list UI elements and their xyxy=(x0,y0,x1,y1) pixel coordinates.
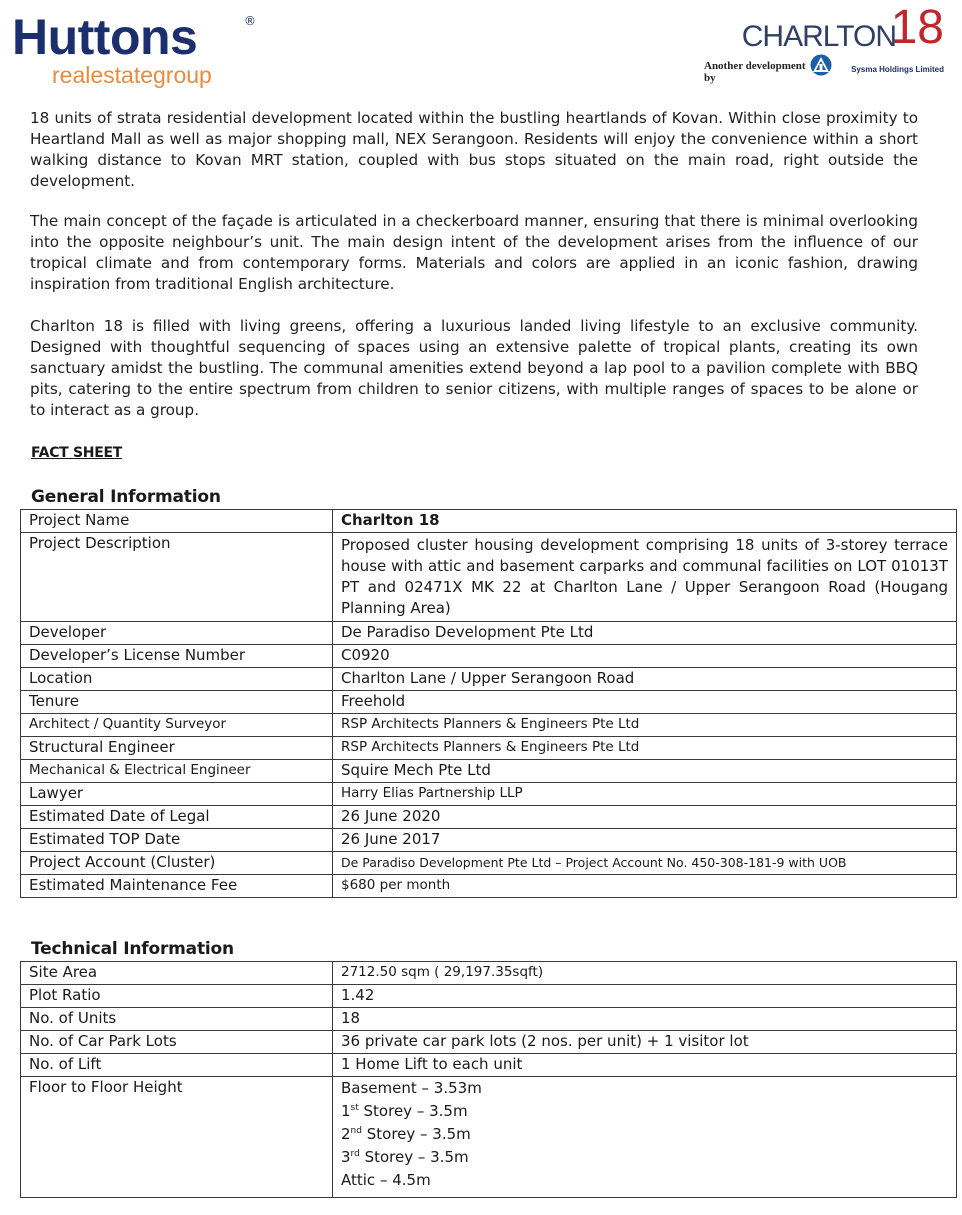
table-row xyxy=(21,760,957,783)
row-label: Developer’s License Number xyxy=(21,645,333,668)
row-value: RSP Architects Planners & Engineers Pte Ltd xyxy=(333,737,957,760)
row-label: Developer xyxy=(21,622,333,645)
table-row xyxy=(21,533,957,622)
storey-height: Storey – 3.5m xyxy=(358,1102,468,1120)
charlton18-logo xyxy=(704,1,944,84)
row-value: 36 private car park lots (2 nos. per unit) + 1 visitor lot xyxy=(333,1031,957,1054)
table-row xyxy=(21,962,957,985)
row-value: 26 June 2020 xyxy=(333,806,957,829)
row-label: No. of Lift xyxy=(21,1054,333,1077)
intro-paragraph-2: The main concept of the façade is articulated in a checkerboard manner, ensuring that there is minimal overlooking into the opposite neighbour’s unit. The main design intent of the development arises from the influence of our tropical climate and from contemporary forms. Materials and colors are applied in an iconic fashion, drawing inspiration from traditional English architecture. xyxy=(30,212,918,293)
row-label: Project Description xyxy=(21,533,333,622)
table-row xyxy=(21,622,957,645)
row-label: Mechanical & Electrical Engineer xyxy=(21,760,333,783)
floor-basement: Basement – 3.53m xyxy=(341,1079,482,1097)
table-row xyxy=(21,737,957,760)
charlton-logo-number: 18 xyxy=(890,1,944,54)
storey-height: Storey – 3.5m xyxy=(361,1125,471,1143)
ordinal-suffix: st xyxy=(350,1103,359,1113)
row-label: Tenure xyxy=(21,691,333,714)
row-label: Site Area xyxy=(21,962,333,985)
row-value: Freehold xyxy=(333,691,957,714)
huttons-logo-wordmark: Huttons xyxy=(12,9,198,65)
row-label: Estimated Maintenance Fee xyxy=(21,875,333,898)
table-row xyxy=(21,806,957,829)
row-label: Location xyxy=(21,668,333,691)
row-label: No. of Car Park Lots xyxy=(21,1031,333,1054)
ordinal-suffix: nd xyxy=(350,1126,362,1136)
row-value: 26 June 2017 xyxy=(333,829,957,852)
storey-number: 1 xyxy=(341,1102,351,1120)
storey-height: Storey – 3.5m xyxy=(359,1148,469,1166)
table-row xyxy=(21,852,957,875)
row-value: 18 xyxy=(333,1008,957,1031)
row-label: Architect / Quantity Surveyor xyxy=(21,714,333,737)
table-row xyxy=(21,985,957,1008)
general-info-heading: General Information xyxy=(31,487,221,507)
fact-sheet-heading: FACT SHEET xyxy=(31,445,122,461)
ordinal-suffix: rd xyxy=(350,1149,360,1159)
sysma-triangle-icon xyxy=(810,54,832,76)
row-label: Plot Ratio xyxy=(21,985,333,1008)
huttons-logo-subtitle: realestategroup xyxy=(52,62,212,88)
intro-paragraph-1: 18 units of strata residential development located within the bustling heartlands of Kovan. Within close proximity to Heartland Mall as well as major shopping mall, NEX Serangoon. Residents will enjoy the convenience within a short walking distance to Kovan MRT station, coupled with bus stops situated on the main road, right outside the development. xyxy=(30,109,918,190)
row-value: 2712.50 sqm ( 29,197.35sqft) xyxy=(333,962,957,985)
table-row xyxy=(21,1031,957,1054)
storey-number: 3 xyxy=(341,1148,351,1166)
row-value: 1 Home Lift to each unit xyxy=(333,1054,957,1077)
table-row xyxy=(21,714,957,737)
row-label: Estimated Date of Legal xyxy=(21,806,333,829)
row-value: C0920 xyxy=(333,645,957,668)
table-row xyxy=(21,1077,957,1198)
table-row xyxy=(21,1008,957,1031)
floor-storey-3 xyxy=(341,1146,948,1169)
row-value: $680 per month xyxy=(333,875,957,898)
page-header xyxy=(0,0,962,95)
table-row xyxy=(21,875,957,898)
table-row xyxy=(21,1054,957,1077)
row-value: De Paradiso Development Pte Ltd xyxy=(333,622,957,645)
row-value: Proposed cluster housing development comprising 18 units of 3-storey terrace house with attic and basement carparks and communal facilities on LOT 01013T PT and 02471X MK 22 at Charlton Lane / Upper Serangoon Road (Hougang Planning Area) xyxy=(333,533,957,622)
table-row xyxy=(21,510,957,533)
developer-name: Sysma Holdings Limited xyxy=(851,65,944,74)
row-label: Floor to Floor Height xyxy=(21,1077,333,1198)
table-row xyxy=(21,829,957,852)
row-value: Squire Mech Pte Ltd xyxy=(333,760,957,783)
floor-attic: Attic – 4.5m xyxy=(341,1171,431,1189)
floor-storey-1 xyxy=(341,1100,948,1123)
intro-paragraph-3: Charlton 18 is filled with living greens, offering a luxurious landed living lifestyle to an exclusive community. Designed with thoughtful sequencing of spaces using an extensive palette of tropical plants, creating its own sanctuary amidst the bustling. The communal amenities extend beyond a lap pool to a pavilion complete with BBQ pits, catering to the entire spectrum from children to senior citizens, with multiple ranges of spaces to be alone or to interact as a group. xyxy=(30,317,918,419)
technical-info-heading: Technical Information xyxy=(31,939,234,959)
row-label: Project Name xyxy=(21,510,333,533)
storey-number: 2 xyxy=(341,1125,351,1143)
row-label: Structural Engineer xyxy=(21,737,333,760)
table-row xyxy=(21,645,957,668)
row-label: Estimated TOP Date xyxy=(21,829,333,852)
row-label: No. of Units xyxy=(21,1008,333,1031)
floor-storey-2 xyxy=(341,1123,948,1146)
registered-mark: ® xyxy=(244,14,256,28)
row-value: Charlton 18 xyxy=(333,510,957,533)
row-label: Project Account (Cluster) xyxy=(21,852,333,875)
table-row xyxy=(21,668,957,691)
row-value: De Paradiso Development Pte Ltd – Project Account No. 450-308-181-9 with UOB xyxy=(333,852,957,875)
general-info-table xyxy=(20,509,957,898)
technical-info-table xyxy=(20,961,957,1198)
row-value: RSP Architects Planners & Engineers Pte Ltd xyxy=(333,714,957,737)
row-value: Charlton Lane / Upper Serangoon Road xyxy=(333,668,957,691)
row-value: Harry Elias Partnership LLP xyxy=(333,783,957,806)
table-row xyxy=(21,783,957,806)
row-label: Lawyer xyxy=(21,783,333,806)
developer-note: Another development by xyxy=(704,60,806,84)
charlton-logo-word: CHARLTON xyxy=(741,20,896,53)
floor-height-cell xyxy=(333,1077,957,1198)
row-value: 1.42 xyxy=(333,985,957,1008)
table-row xyxy=(21,691,957,714)
huttons-logo xyxy=(12,9,256,88)
